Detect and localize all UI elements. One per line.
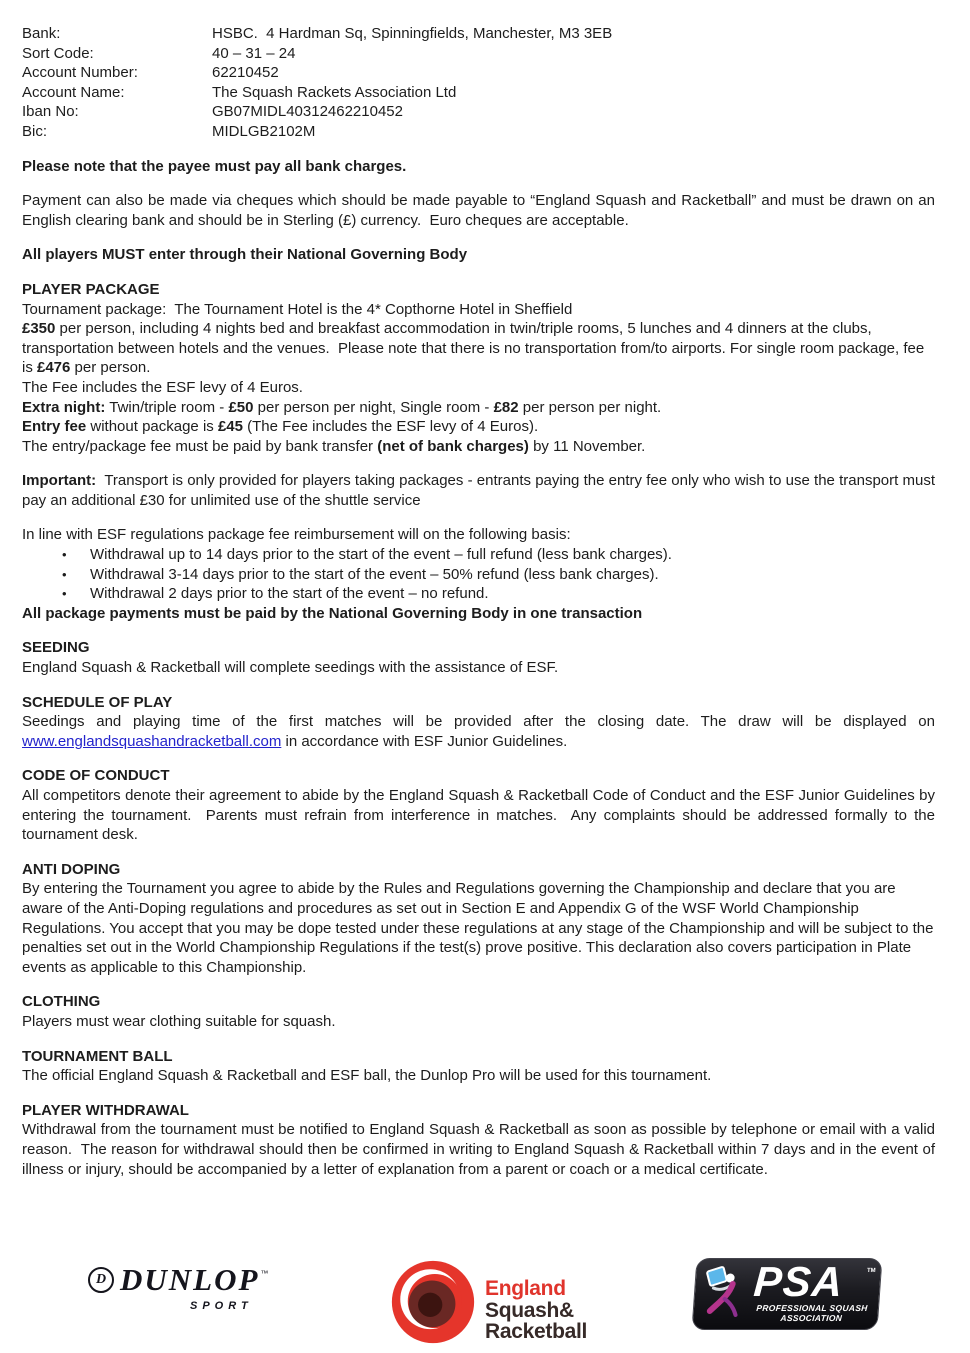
bullet-dot-icon: • <box>62 586 67 602</box>
text-run: (net of bank charges) <box>377 437 529 455</box>
section-player-package <box>22 280 935 456</box>
player-package-heading: PLAYER PACKAGE <box>22 280 160 298</box>
text-run: Twin/triple room - <box>105 398 229 416</box>
psa-subtitle <box>755 1303 868 1323</box>
bank-transfer-line <box>22 437 935 457</box>
esr-racketball-text: Racketball <box>485 1320 588 1343</box>
dunlop-wordmark-row <box>88 1262 269 1297</box>
text-run: £350 <box>22 320 56 338</box>
section-anti-doping <box>22 860 938 978</box>
refund-bullet-text: Withdrawal 2 days prior to the start of the event – no refund. <box>90 585 489 603</box>
text-run: (The Fee includes the ESF levy of 4 Euros). <box>242 418 539 436</box>
important-transport-paragraph <box>22 471 940 510</box>
esr-england-text: England <box>485 1277 566 1300</box>
refund-bullet-text: Withdrawal up to 14 days prior to the start of the event – full refund (less bank charges). <box>90 546 672 564</box>
cheque-payment-paragraph: Payment can also be made via cheques which should be made payable to “England Squash and Racketball” and must be drawn on an English clearing bank and should be in Sterling (£) currency. Euro cheques are acceptable. <box>22 192 940 229</box>
refund-bullet-text: Withdrawal 3-14 days prior to the start of the event – 50% refund (less bank charges). <box>90 565 659 583</box>
dunlop-d-icon: D <box>88 1267 114 1293</box>
text-run: £50 <box>228 398 254 416</box>
conduct-heading: CODE OF CONDUCT <box>22 767 170 785</box>
sort-code-value: 40 – 31 – 24 <box>212 44 296 62</box>
bank-row <box>22 122 935 142</box>
section-player-withdrawal <box>22 1101 940 1179</box>
seeding-heading: SEEDING <box>22 639 90 657</box>
sort-code-label: Sort Code: <box>22 44 94 62</box>
bullet-item <box>22 545 935 565</box>
esr-swirl-icon <box>390 1259 476 1345</box>
tournament-ball-text: The official England Squash & Racketball and ESF ball, the Dunlop Pro will be used for this tournament. <box>22 1067 712 1085</box>
text-run: Seedings and playing time of the first matches will be provided after the closing date. The draw will be displayed on <box>22 713 940 731</box>
text-run: per person. <box>70 359 151 377</box>
bank-row <box>22 63 935 83</box>
seeding-text: England Squash & Racketball will complete seedings with the assistance of ESF. <box>22 659 559 677</box>
refund-intro-line: In line with ESF regulations package fee reimbursement will on the following basis: <box>22 526 571 544</box>
schedule-heading: SCHEDULE OF PLAY <box>22 693 173 711</box>
account-name-label: Account Name: <box>22 83 125 101</box>
section-clothing <box>22 992 935 1031</box>
section-seeding <box>22 638 935 677</box>
refund-policy <box>22 525 935 623</box>
bic-label: Bic: <box>22 122 48 140</box>
text-run: per person per night. <box>518 398 662 416</box>
bank-row <box>22 102 935 122</box>
text-run: £82 <box>493 398 519 416</box>
psa-player-icon <box>697 1261 759 1325</box>
account-number-label: Account Number: <box>22 64 138 82</box>
esf-levy-line: The Fee includes the ESF levy of 4 Euros. <box>22 378 303 396</box>
extra-night-line <box>22 398 935 418</box>
section-tournament-ball <box>22 1047 935 1086</box>
player-withdrawal-text: Withdrawal from the tournament must be notified to England Squash & Racketball as soon as possible by telephone or email with a valid reason. The reason for withdrawal should then be confirmed in writing to England Squash & Racketball within 7 days and in the event of illness or injury, should be accompanied by a letter of explanation from a parent or coach or a medical certificate. <box>22 1121 940 1178</box>
sponsor-logo-strip <box>0 1253 970 1353</box>
bic-value: MIDLGB2102M <box>212 122 316 140</box>
conduct-text: All competitors denote their agreement to abide by the England Squash & Racketball Code of Conduct and the ESF Junior Guidelines by entering the tournament. Parents must refrain from interference in matches. Any complaints should be addressed formally to the tournament desk. <box>22 787 940 844</box>
text-run: Entry fee <box>22 418 87 436</box>
bullet-item <box>22 565 935 585</box>
player-withdrawal-heading: PLAYER WITHDRAWAL <box>22 1101 189 1119</box>
bank-value: HSBC. 4 Hardman Sq, Spinningfields, Manchester, M3 3EB <box>212 25 613 42</box>
website-link[interactable]: www.englandsquashandracketball.com <box>22 732 282 750</box>
bullet-dot-icon: • <box>62 547 67 563</box>
bank-label: Bank: <box>22 25 61 42</box>
text-run: without package is <box>86 418 218 436</box>
text-run: £45 <box>217 418 243 436</box>
section-code-of-conduct <box>22 766 940 844</box>
bank-details <box>22 24 935 142</box>
refund-bullet-list <box>22 545 935 604</box>
text-run: per person per night, Single room - <box>253 398 494 416</box>
text-run: per person, including 4 nights bed and breakfast accommodation in twin/triple rooms, 5 lunches and 4 dinners at the clubs, transportation between hotels and the venues. Please note that there is no transportation from/to airports. For single room package, fee is <box>22 320 929 377</box>
anti-doping-text: By entering the Tournament you agree to abide by the Rules and Regulations governing the Championship and declare that you are aware of the Anti-Doping regulations and procedures as set out in Section E and Appendix G of the WSF World Championship Regulations. You accept that you may be dope tested under these regulations at any stage of the Championship and will be subject to the penalties set out in the World Championship Regulations if the test(s) prove positive. This declaration also covers participation in Plate events as applicable to this Championship. <box>22 880 938 976</box>
text-run: by 11 November. <box>528 437 646 455</box>
bank-charges-note: Please note that the payee must pay all bank charges. <box>22 157 407 175</box>
tournament-ball-heading: TOURNAMENT BALL <box>22 1047 173 1065</box>
bank-row <box>22 83 935 103</box>
psa-trademark-symbol: TM <box>866 1268 876 1274</box>
section-schedule-of-play <box>22 693 940 752</box>
psa-logo <box>694 1258 880 1330</box>
bullet-item <box>22 584 935 604</box>
esr-wordmark <box>485 1278 587 1345</box>
psa-subtitle-line2: ASSOCIATION <box>780 1313 843 1323</box>
tournament-package-line: Tournament package: The Tournament Hotel is the 4* Copthorne Hotel in Sheffield <box>22 300 573 318</box>
text-run: Important: <box>22 472 97 490</box>
document-body <box>22 24 940 1179</box>
dunlop-trademark-symbol: ™ <box>260 1269 269 1279</box>
iban-label: Iban No: <box>22 103 79 121</box>
england-squash-racketball-logo <box>390 1259 587 1345</box>
psa-badge <box>691 1258 882 1330</box>
account-number-value: 62210452 <box>212 64 279 82</box>
bank-row <box>22 24 935 44</box>
anti-doping-heading: ANTI DOPING <box>22 860 121 878</box>
dunlop-sport-label: SPORT <box>190 1300 253 1312</box>
clothing-heading: CLOTHING <box>22 993 101 1011</box>
psa-wordmark: PSA <box>752 1258 845 1305</box>
account-name-value: The Squash Rackets Association Ltd <box>212 83 457 101</box>
bullet-dot-icon: • <box>62 566 67 582</box>
entry-fee-line <box>22 417 935 437</box>
text-run: in accordance with ESF Junior Guidelines. <box>281 732 568 750</box>
text-run: The entry/package fee must be paid by bank transfer <box>22 437 378 455</box>
ngb-entry-note: All players MUST enter through their National Governing Body <box>22 246 468 264</box>
package-price-paragraph <box>22 319 935 378</box>
schedule-text <box>22 712 940 751</box>
dunlop-logo <box>88 1262 269 1317</box>
text-run: Extra night: <box>22 398 106 416</box>
package-payment-ngb-note: All package payments must be paid by the National Governing Body in one transaction <box>22 604 643 622</box>
clothing-text: Players must wear clothing suitable for squash. <box>22 1012 336 1030</box>
dunlop-wordmark: DUNLOP <box>120 1262 260 1297</box>
text-run: Transport is only provided for players taking packages - entrants paying the entry fee only who wish to use the transport must pay an additional £30 for unlimited use of the shuttle service <box>22 472 940 509</box>
iban-value: GB07MIDL40312462210452 <box>212 103 403 121</box>
esr-squash-text: Squash& <box>485 1298 574 1322</box>
psa-subtitle-line1: PROFESSIONAL SQUASH <box>755 1303 869 1313</box>
text-run: £476 <box>37 359 71 377</box>
bank-row <box>22 44 935 64</box>
